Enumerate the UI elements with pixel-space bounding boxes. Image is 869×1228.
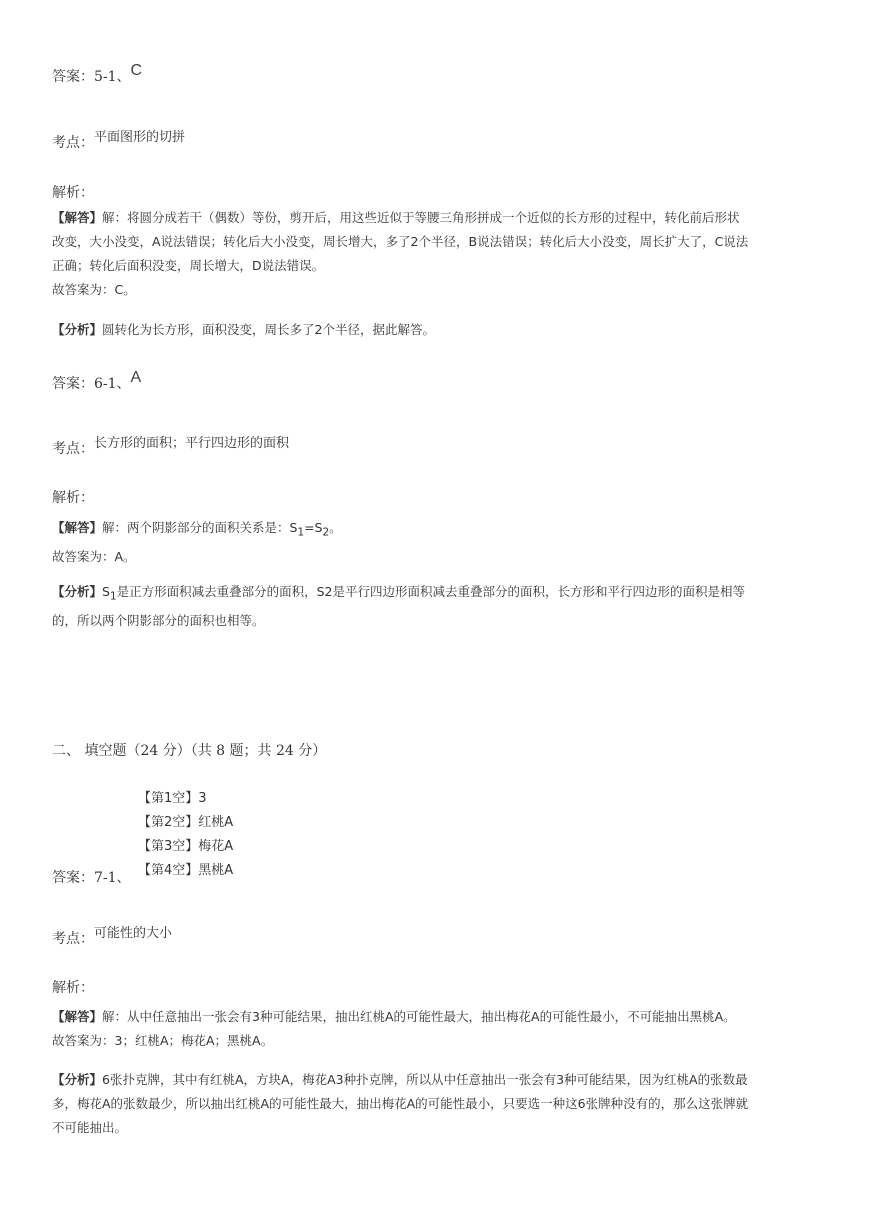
topic-label: 考点： — [52, 931, 94, 947]
blank-1: 【第1空】3 — [138, 791, 207, 806]
analysis-text: S — [102, 584, 110, 599]
solution-tag: 【解答】 — [52, 520, 103, 535]
solution-line — [52, 1005, 832, 1029]
analysis-line: 多，梅花A的张数最少，所以抽出红桃A的可能性最大，抽出梅花A的可能性最小，只要选一种这6张牌种没有的，那么这张牌就 — [52, 1096, 749, 1111]
q5-answer-row — [52, 62, 143, 86]
q6-answer-row — [52, 369, 142, 393]
answer-value: C — [130, 62, 143, 79]
analysis-text: 圆转化为长方形，面积没变，周长多了2个半径，据此解答。 — [102, 322, 435, 337]
q6-solution — [52, 516, 832, 569]
analysis-text: 6张扑克牌，其中有红桃A，方块A，梅花A3种扑克牌，所以从中任意抽出一张会有3种可能结果，因为红桃A的张数最 — [102, 1072, 748, 1087]
solution-final-answer: 故答案为：C。 — [52, 282, 136, 297]
answer-value: A — [130, 369, 142, 386]
q5-topic-row — [52, 126, 186, 151]
subscript: 1 — [297, 526, 305, 539]
analysis-tag: 【分析】 — [52, 322, 103, 337]
analysis-line — [52, 1068, 832, 1092]
blank-2: 【第2空】红桃A — [138, 815, 234, 830]
section-heading: 二、 填空题（24 分）（共 8 题；共 24 分） — [52, 743, 327, 759]
blank-3: 【第3空】梅花A — [138, 839, 234, 854]
subscript: 2 — [322, 526, 330, 539]
answer-label: 答案：6-1、 — [52, 376, 131, 392]
solution-text: 解：两个阴影部分的面积关系是：S — [102, 520, 298, 535]
topic-value: 可能性的大小 — [94, 926, 173, 941]
topic-label: 考点： — [52, 135, 94, 151]
solution-text: 解：从中任意抽出一张会有3种可能结果，抽出红桃A的可能性最大，抽出梅花A的可能性最小，不可能抽出黑桃A。 — [102, 1009, 736, 1024]
solution-tag: 【解答】 — [52, 1009, 103, 1024]
topic-value: 平面图形的切拼 — [94, 130, 186, 145]
analysis-line — [52, 580, 832, 609]
q5-analysis-label: 解析： — [52, 185, 94, 201]
blank-4: 【第4空】黑桃A — [138, 863, 234, 878]
solution-line: 改变，大小没变，A说法错误；转化后大小没变，周长增大，多了2个半径，B说法错误；转化后大小没变，周长扩大了，C说法 — [52, 234, 749, 249]
q5-analysis — [52, 318, 832, 342]
analysis-line: 的，所以两个阴影部分的面积也相等。 — [52, 612, 265, 628]
solution-final-answer: 故答案为：A。 — [52, 548, 136, 564]
solution-text: 。 — [329, 520, 342, 535]
q7-analysis-label: 解析： — [52, 980, 94, 996]
q5-solution — [52, 206, 832, 302]
subscript: 1 — [109, 590, 117, 603]
q7-analysis — [52, 1068, 832, 1140]
analysis-line: 不可能抽出。 — [52, 1120, 128, 1135]
q6-analysis — [52, 580, 832, 633]
topic-label: 考点： — [52, 441, 94, 457]
solution-text: 解：将圆分成若干（偶数）等份，剪开后，用这些近似于等腰三角形拼成一个近似的长方形的过程中，转化前后形状 — [102, 210, 740, 225]
q6-analysis-label: 解析： — [52, 490, 94, 506]
solution-line — [52, 516, 832, 545]
solution-line — [52, 206, 832, 230]
solution-text: =S — [304, 520, 323, 535]
analysis-tag: 【分析】 — [52, 1072, 103, 1087]
answer-label: 答案：5-1、 — [52, 69, 131, 85]
solution-line: 正确；转化后面积没变，周长增大，D说法错误。 — [52, 258, 325, 273]
q7-answer-label: 答案：7-1、 — [52, 870, 131, 886]
q6-topic-row — [52, 432, 290, 457]
solution-tag: 【解答】 — [52, 210, 103, 225]
q7-topic-row — [52, 922, 173, 947]
analysis-text: 是正方形面积减去重叠部分的面积，S2是平行四边形面积减去重叠部分的面积，长方形和平行四边形的面积是相等 — [116, 584, 745, 599]
solution-final-answer: 故答案为：3；红桃A；梅花A；黑桃A。 — [52, 1033, 274, 1048]
q7-blanks — [138, 787, 233, 883]
topic-value: 长方形的面积；平行四边形的面积 — [94, 436, 290, 451]
q7-solution — [52, 1005, 832, 1053]
analysis-tag: 【分析】 — [52, 584, 103, 599]
